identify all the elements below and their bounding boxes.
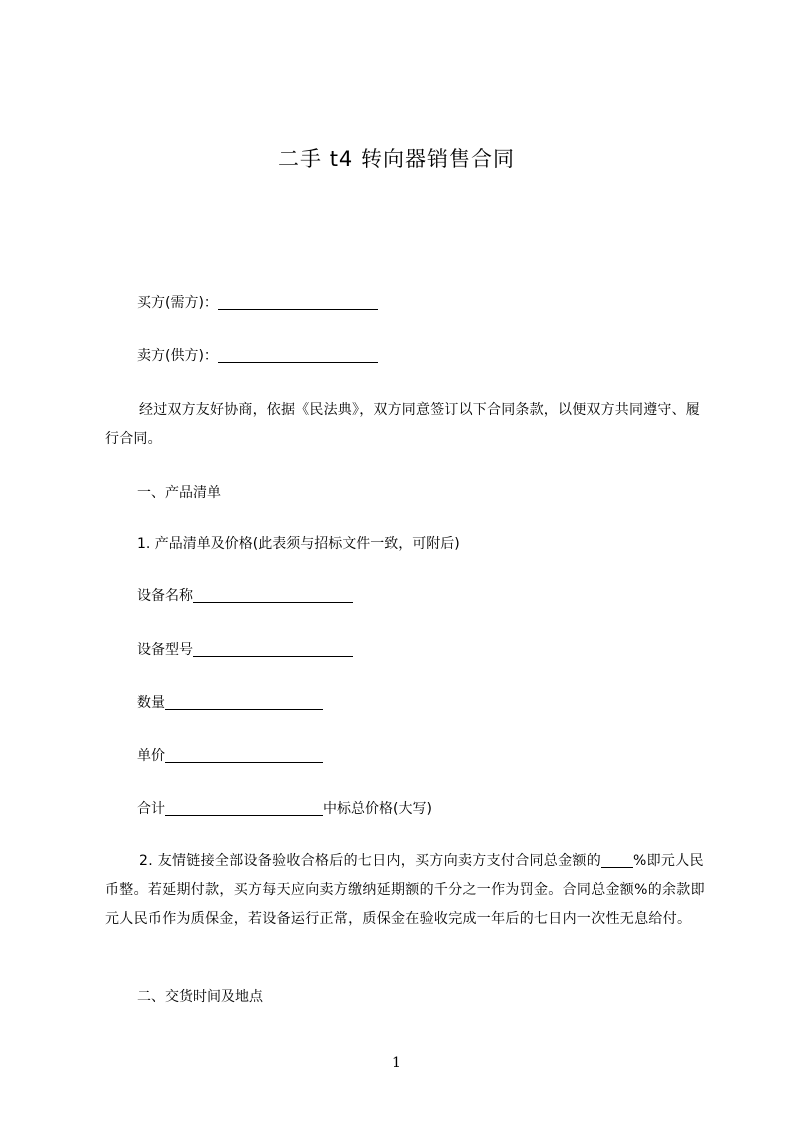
total-line (137, 798, 432, 818)
quantity-label: 数量 (137, 695, 165, 711)
item2-percent-blank (601, 853, 633, 868)
buyer-label: 买方(需方)： (137, 295, 218, 311)
unit-price-label: 单价 (137, 748, 165, 764)
unit-price-line (137, 745, 323, 765)
item1-text: 1. 产品清单及价格(此表须与招标文件一致，可附后) (137, 536, 460, 552)
total-blank (165, 801, 323, 816)
quantity-blank (165, 695, 323, 710)
document-title: 二手 t4 转向器销售合同 (278, 147, 515, 171)
total-label: 合计 (137, 801, 165, 817)
device-model-line (137, 639, 353, 659)
buyer-line (137, 292, 378, 312)
seller-line (137, 345, 378, 365)
item2-text-part1: 2. 友情链接全部设备验收合格后的七日内，买方向卖方支付合同总金额的 (139, 853, 602, 869)
seller-label: 卖方(供方)： (137, 348, 218, 364)
device-model-blank (193, 642, 353, 657)
winning-price-label: 中标总价格(大写) (323, 801, 432, 817)
quantity-line (137, 692, 323, 712)
item2-text-part2: 即元人民币整。若延期付款，买方每天应向卖方缴纳延期额的千分之一作为罚金。合同总金额%的余款即元人民币作为质保金，若设备运行正常，质保金在验收完成一年后的七日内一次性无息给付。 (105, 853, 705, 927)
item2-paragraph (105, 847, 705, 934)
section2-heading: 二、交货时间及地点 (137, 989, 263, 1005)
device-name-blank (193, 588, 353, 603)
page-number: 1 (392, 1055, 401, 1071)
seller-blank (218, 348, 378, 363)
section1-heading: 一、产品清单 (137, 485, 221, 501)
device-model-label: 设备型号 (137, 642, 193, 658)
device-name-line (137, 585, 353, 605)
intro-paragraph: 经过双方友好协商，依据《民法典》，双方同意签订以下合同条款，以便双方共同遵守、履行合同。 (105, 402, 700, 447)
device-name-label: 设备名称 (137, 588, 193, 604)
unit-price-blank (165, 748, 323, 763)
buyer-blank (218, 295, 378, 310)
item2-percent-sign: % (633, 853, 647, 869)
